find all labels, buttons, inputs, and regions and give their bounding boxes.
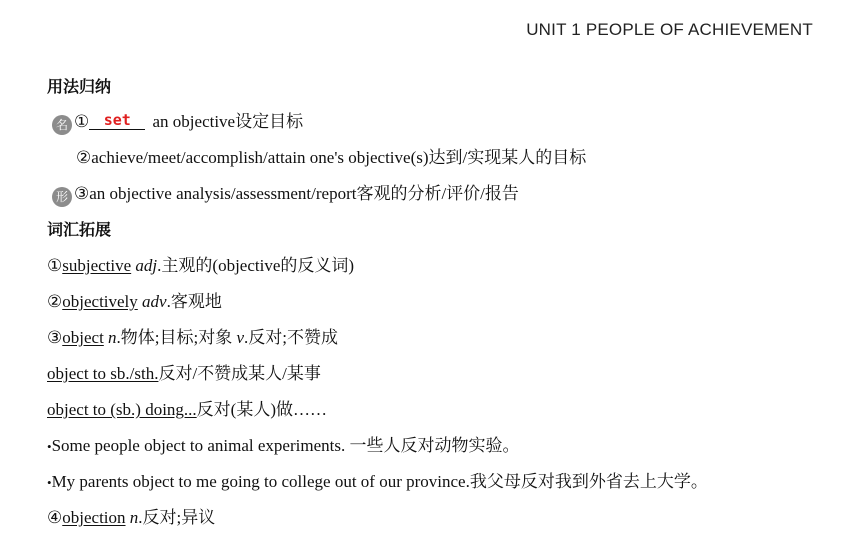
vocab-heading: 词汇拓展 xyxy=(47,220,112,239)
usage-item-1 xyxy=(52,111,303,135)
phrase-gloss: 反对(某人)做…… xyxy=(196,400,327,419)
part-of-speech: v xyxy=(236,328,245,347)
part-of-speech: adv xyxy=(142,292,167,311)
item-text: an objective analysis/assessment/report客观的分析/评价/报告 xyxy=(89,184,519,203)
item-number: ② xyxy=(47,292,63,311)
example-sentence-2 xyxy=(47,471,708,494)
adjective-badge-icon: 形 xyxy=(52,187,72,207)
phrase-2 xyxy=(47,399,327,421)
item-number: ③ xyxy=(47,328,63,347)
item-text: achieve/meet/accomplish/attain one's objective(s)达到/实现某人的目标 xyxy=(91,148,587,167)
bullet-icon: • xyxy=(47,439,52,454)
example-text: Some people object to animal experiments. 一些人反对动物实验。 xyxy=(51,436,520,455)
part-of-speech: adj xyxy=(135,256,158,275)
item-number: ③ xyxy=(74,184,90,203)
word-gloss: .反对;异议 xyxy=(138,508,216,527)
word-gloss: .反对;不赞成 xyxy=(244,328,339,347)
item-number: ① xyxy=(47,256,63,275)
usage-item-3 xyxy=(52,183,519,207)
phrase-text: object to sb./sth. xyxy=(47,364,159,383)
bullet-icon: • xyxy=(47,475,52,490)
vocab-word: subjective xyxy=(62,256,132,275)
phrase-1 xyxy=(47,363,321,385)
vocab-item-4 xyxy=(47,507,215,529)
vocab-word: objectively xyxy=(62,292,138,311)
usage-heading: 用法归纳 xyxy=(47,77,112,96)
vocab-item-1 xyxy=(47,255,354,277)
noun-badge-icon: 名 xyxy=(52,115,72,135)
example-text: My parents object to me going to college out of our province.我父母反对我到外省去上大学。 xyxy=(51,472,708,491)
phrase-text: object to (sb.) doing... xyxy=(47,400,197,419)
item-text: an objective设定目标 xyxy=(148,112,304,131)
example-sentence-1 xyxy=(47,435,519,458)
vocab-word: object xyxy=(62,328,104,347)
phrase-gloss: 反对/不赞成某人/某事 xyxy=(158,364,321,383)
item-number: ① xyxy=(74,112,90,131)
part-of-speech: n xyxy=(129,508,139,527)
word-gloss: .物体;目标;对象 xyxy=(116,328,237,347)
part-of-speech: n xyxy=(108,328,117,347)
word-gloss: .主观的(objective的反义词) xyxy=(157,256,355,275)
answer-blank: set xyxy=(89,111,145,130)
vocab-word: objection xyxy=(62,508,126,527)
vocab-item-2 xyxy=(47,291,222,313)
vocab-item-3 xyxy=(47,327,338,349)
unit-title: UNIT 1 PEOPLE OF ACHIEVEMENT xyxy=(526,20,813,39)
usage-item-2 xyxy=(76,147,586,169)
item-number: ② xyxy=(76,148,92,167)
item-number: ④ xyxy=(47,508,63,527)
word-gloss: .客观地 xyxy=(166,292,222,311)
